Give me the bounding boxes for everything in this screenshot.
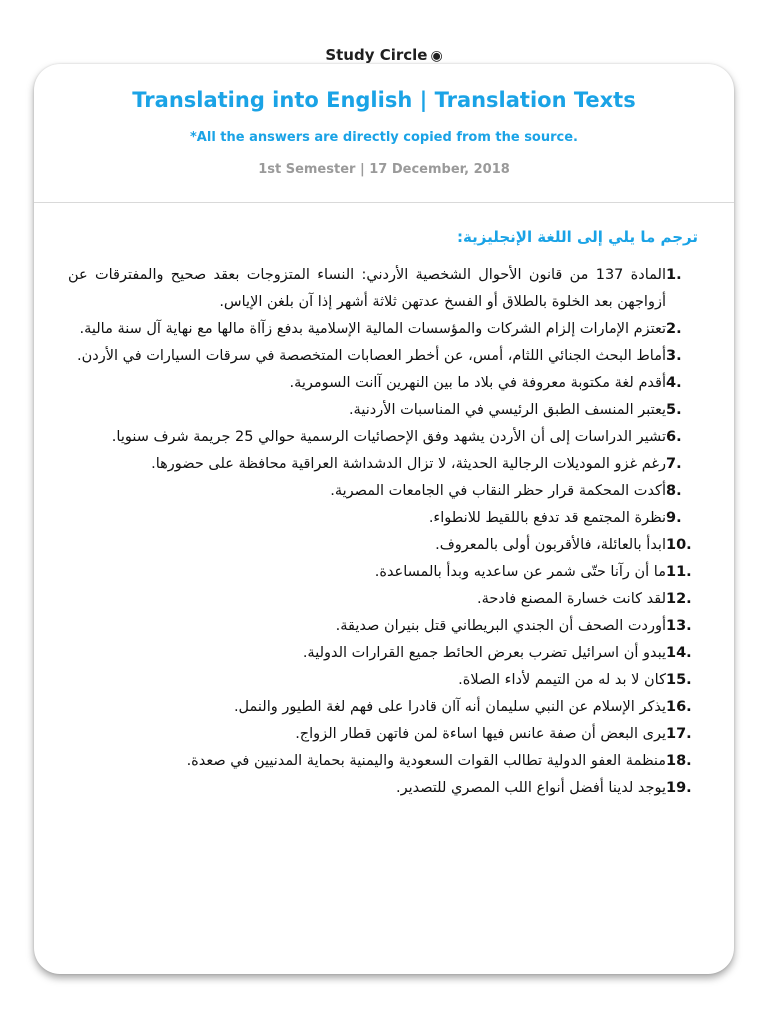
item-text: كان لا بد له من التيمم لأداء الصلاة. — [458, 672, 666, 688]
item-number: 3. — [666, 348, 682, 364]
circle-dot-icon: ◉ — [430, 48, 443, 64]
semester-date: 1st Semester | 17 December, 2018 — [258, 162, 510, 177]
list-item — [68, 424, 698, 451]
list-item — [68, 640, 698, 667]
list-item — [68, 397, 698, 424]
brand-name: Study Circle — [325, 46, 428, 64]
document-card — [34, 64, 734, 974]
item-text: تشير الدراسات إلى أن الأردن يشهد وفق الإحصائيات الرسمية حوالي 25 جريمة شرف سنويا. — [111, 429, 666, 445]
item-text: لقد كانت خسارة المصنع فادحة. — [477, 591, 666, 607]
list-item — [68, 262, 698, 316]
page-title: Translating into English | Translation Texts — [132, 88, 636, 112]
instruction-heading: ترجم ما يلي إلى اللغة الإنجليزية: — [457, 228, 698, 246]
item-text: ما أن رآنا حتّى شمر عن ساعديه وبدأ بالمساعدة. — [374, 564, 666, 580]
list-item — [68, 532, 698, 559]
item-text: ابدأ بالعائلة، فالأقربون أولى بالمعروف. — [435, 537, 666, 553]
item-text: يذكر الإسلام عن النبي سليمان أنه آان قادرا على فهم لغة الطيور والنمل. — [233, 699, 666, 715]
item-text: أكدت المحكمة قرار حظر النقاب في الجامعات المصرية. — [330, 483, 666, 499]
list-item — [68, 559, 698, 586]
list-item — [68, 370, 698, 397]
item-number: 6. — [666, 429, 682, 445]
list-item — [68, 694, 698, 721]
list-item — [68, 613, 698, 640]
item-text: أقدم لغة مكتوبة معروفة في بلاد ما بين النهرين آانت السومرية. — [289, 375, 666, 391]
item-text: يوجد لدينا أفضل أنواع اللب المصري للتصدير. — [395, 780, 666, 796]
item-number: 16. — [666, 699, 692, 715]
item-number: 10. — [666, 537, 692, 553]
item-number: 11. — [666, 564, 692, 580]
item-text: المادة 137 من قانون الأحوال الشخصية الأردني: النساء المتزوجات بعقد صحيح والمفترقات عن أزواجهن بعد الخلوة بالطلاق أو الفسخ عدتهن ثلاثة أشهر إذا آن بلغن الإياس. — [68, 267, 666, 310]
brand-header — [0, 46, 768, 64]
item-number: 8. — [666, 483, 682, 499]
item-number: 7. — [666, 456, 682, 472]
list-item — [68, 775, 698, 802]
item-number: 12. — [666, 591, 692, 607]
item-text: أماط البحث الجنائي اللثام، أمس، عن أخطر العصابات المتخصصة في سرقات السيارات في الأردن. — [77, 348, 666, 364]
list-item — [68, 721, 698, 748]
item-number: 17. — [666, 726, 692, 742]
item-text: رغم غزو الموديلات الرجالية الحديثة، لا تزال الدشداشة العراقية محافظة على حضورها. — [151, 456, 666, 472]
source-note: *All the answers are directly copied from the source. — [190, 130, 578, 145]
card-header — [34, 64, 734, 203]
item-number: 2. — [666, 321, 682, 337]
item-number: 9. — [666, 510, 682, 526]
item-text: تعتزم الإمارات إلزام الشركات والمؤسسات المالية الإسلامية بدفع زآاة مالها مع نهاية آل سنة مالية. — [79, 321, 666, 337]
item-text: يرى البعض أن صفة عانس فيها اساءة لمن فاتهن قطار الزواج. — [295, 726, 666, 742]
item-number: 18. — [666, 753, 692, 769]
item-text: أوردت الصحف أن الجندي البريطاني قتل بنيران صديقة. — [335, 618, 666, 634]
item-text: منظمة العفو الدولية تطالب القوات السعودية واليمنية بحماية المدنيين في صعدة. — [186, 753, 666, 769]
list-item — [68, 505, 698, 532]
list-item — [68, 451, 698, 478]
item-number: 1. — [666, 267, 682, 283]
item-number: 15. — [666, 672, 692, 688]
list-item — [68, 478, 698, 505]
list-item — [68, 586, 698, 613]
item-number: 14. — [666, 645, 692, 661]
item-text: يبدو أن اسرائيل تضرب بعرض الحائط جميع القرارات الدولية. — [302, 645, 666, 661]
sentence-list — [68, 262, 698, 802]
item-text: يعتبر المنسف الطبق الرئيسي في المناسبات الأردنية. — [348, 402, 666, 418]
item-text: نظرة المجتمع قد تدفع باللقيط للانطواء. — [428, 510, 666, 526]
item-number: 19. — [666, 780, 692, 796]
item-number: 4. — [666, 375, 682, 391]
list-item — [68, 343, 698, 370]
list-item — [68, 316, 698, 343]
item-number: 13. — [666, 618, 692, 634]
item-number: 5. — [666, 402, 682, 418]
list-item — [68, 667, 698, 694]
list-item — [68, 748, 698, 775]
